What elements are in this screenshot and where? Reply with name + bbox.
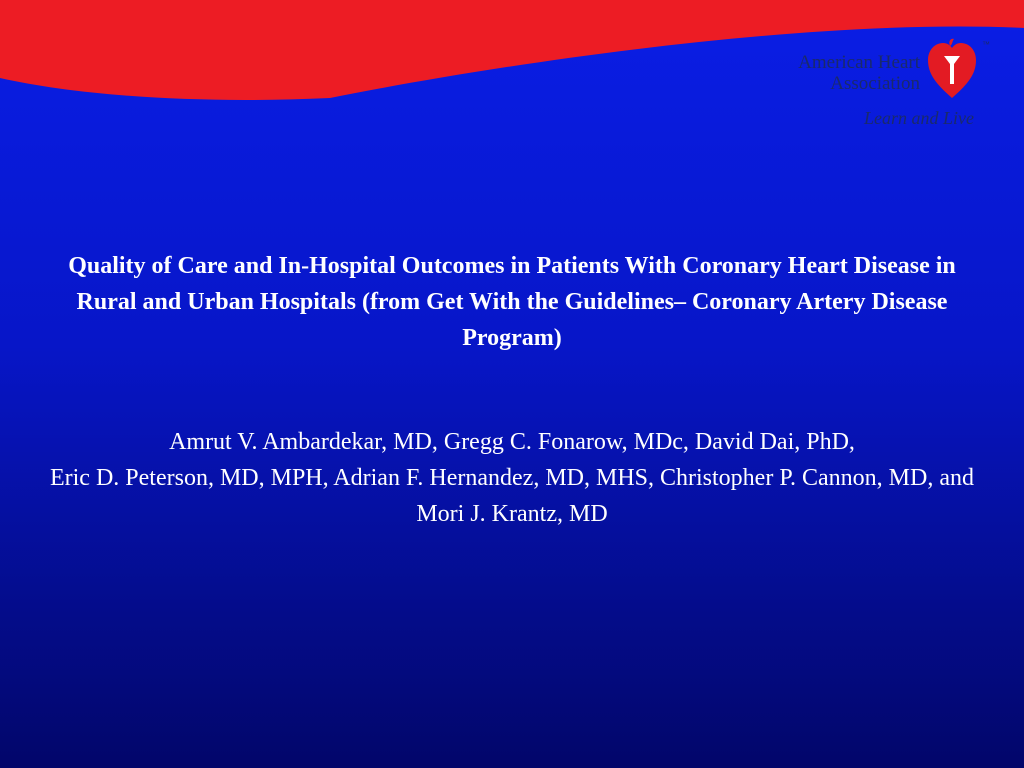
heart-torch-icon <box>926 38 978 100</box>
trademark-symbol: ™ <box>982 40 990 49</box>
aha-tagline: Learn and Live <box>864 108 974 128</box>
aha-logo-name-line2: Association <box>830 73 920 94</box>
aha-logo-name-line1: American Heart <box>798 52 920 73</box>
aha-logo <box>764 28 1004 138</box>
author-list <box>40 424 984 532</box>
author-line: Amrut V. Ambardekar, MD, Gregg C. Fonarow, MDc, David Dai, PhD, <box>169 429 855 455</box>
slide-title: Quality of Care and In-Hospital Outcomes in Patients With Coronary Heart Disease in Rural and Urban Hospitals (from Get With the Guidelines– Coronary Artery Disease Program) <box>68 253 956 351</box>
aha-logo-name <box>798 52 920 94</box>
author-line: Eric D. Peterson, MD, MPH, Adrian F. Hernandez, MD, MHS, Christopher P. Cannon, MD, and Mori J. Krantz, MD <box>49 465 974 527</box>
